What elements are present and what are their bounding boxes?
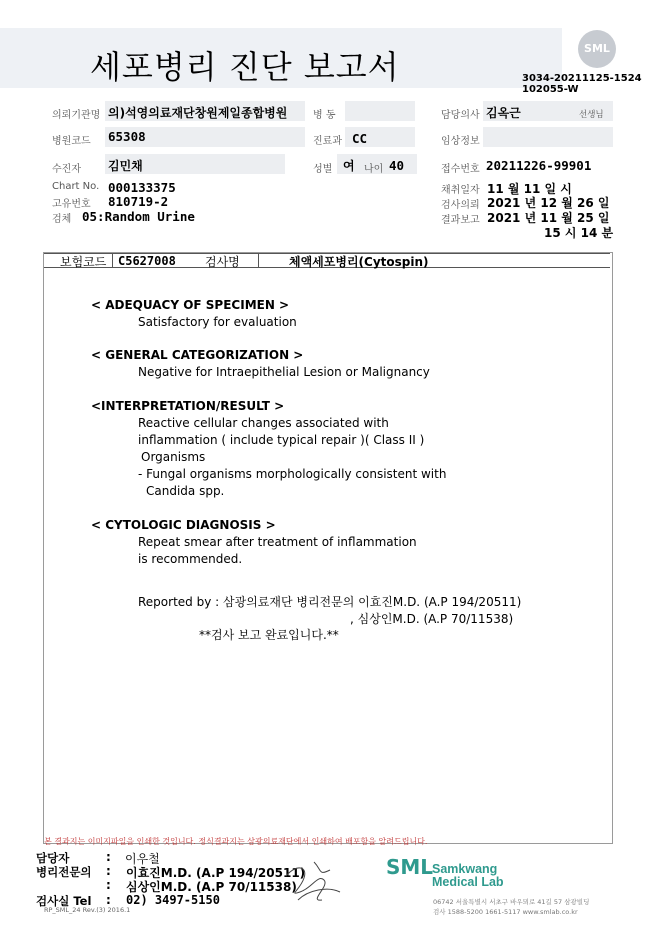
samkwang-logo-icon: SML: [386, 855, 434, 879]
collect-label: 채취일자: [441, 185, 480, 196]
pathologist-value: 이효진M.D. (A.P 194/20511): [126, 866, 306, 880]
chart-label: Chart No.: [52, 181, 100, 192]
header-divider: [112, 253, 113, 268]
pathologist-value: 심상인M.D. (A.P 70/11538): [126, 880, 297, 894]
colon: :: [106, 864, 111, 878]
print-notice: 본 결과지는 이미지파일을 인쇄한 것입니다. 정식결과지는 삼광의료재단에서 인쇄하여 배포함을 알려드립니다.: [44, 837, 428, 846]
age-label: 나이: [364, 164, 384, 175]
header-divider: [258, 253, 259, 268]
recipient-value: 김민채: [108, 159, 143, 173]
adequacy-title: < ADEQUACY OF SPECIMEN >: [91, 298, 290, 312]
receipt-value: 20211226-99901: [486, 158, 592, 173]
specimen-value: 05:Random Urine: [82, 209, 195, 224]
ward-label: 병 동: [313, 110, 336, 121]
interpretation-line: Candida spp.: [146, 484, 225, 498]
report-value: 2021 년 11 월 25 일: [487, 211, 610, 225]
sex-value: 여: [343, 159, 355, 173]
interpretation-line: Reactive cellular changes associated with: [138, 416, 389, 430]
colon: :: [106, 850, 111, 864]
hospital-code-label: 병원코드: [52, 136, 91, 147]
form-code: RP_SML_24 Rev.(3) 2016.1: [44, 906, 131, 914]
sml-logo-icon: SML: [578, 30, 616, 68]
brand-address: 06742 서울특별시 서초구 바우뫼로 41길 57 삼광빌딩 검사 1588-5200 1661-5117 www.smlab.co.kr: [433, 898, 590, 916]
ward-shade: [345, 101, 415, 121]
brand-name: Samkwang Medical Lab: [432, 862, 504, 889]
unique-value: 810719-2: [108, 194, 169, 209]
exam-code-label: 보험코드: [60, 255, 107, 269]
report-time: 15 시 14 분: [544, 226, 614, 240]
chart-value: 000133375: [108, 180, 176, 195]
adequacy-text: Satisfactory for evaluation: [138, 315, 297, 329]
exam-code-value: C5627008: [118, 254, 176, 268]
manager-label: 담당자: [36, 851, 70, 865]
interpretation-title: <INTERPRETATION/RESULT >: [91, 399, 285, 413]
hospital-code-value: 65308: [108, 129, 146, 144]
report-title: 세포병리 진단 보고서: [90, 48, 400, 86]
dept-label: 진료과: [313, 136, 342, 147]
interpretation-line: Organisms: [141, 450, 206, 464]
diagnosis-line: is recommended.: [138, 552, 243, 566]
exam-name-label: 검사명: [205, 255, 240, 269]
reference-number: 3034-20211125-1524 102055-W: [522, 73, 642, 95]
lab-tel-value: 02) 3497-5150: [126, 893, 220, 907]
institution-label: 의뢰기관명: [52, 110, 101, 121]
reported-by-line: , 심상인M.D. (A.P 70/11538): [350, 612, 514, 626]
reported-by-line: Reported by : 삼광의료재단 병리전문의 이효진M.D. (A.P 194/20511): [138, 595, 522, 609]
request-label: 검사의뢰: [441, 200, 480, 211]
pathologist-label: 병리전문의: [36, 865, 92, 879]
manager-value: 이우철: [125, 852, 160, 866]
interpretation-line: - Fungal organisms morphologically consistent with: [138, 467, 447, 481]
doctor-value: 김옥근: [486, 106, 521, 120]
report-label: 결과보고: [441, 215, 480, 226]
exam-name-value: 체액세포병리(Cytospin): [289, 255, 429, 269]
unique-label: 고유번호: [52, 199, 91, 210]
recipient-label: 수진자: [52, 164, 81, 175]
age-value: 40: [389, 158, 405, 173]
diagnosis-title: < CYTOLOGIC DIAGNOSIS >: [91, 518, 276, 532]
specimen-label: 검체: [52, 214, 72, 225]
doctor-suffix: 선생님: [579, 110, 604, 120]
collect-value: 11 월 11 일 시: [487, 182, 572, 196]
request-value: 2021 년 12 월 26 일: [487, 196, 610, 210]
interpretation-line: inflammation ( include typical repair )( Class II ): [138, 433, 425, 447]
clinical-label: 임상정보: [441, 136, 480, 147]
diagnosis-line: Repeat smear after treatment of inflammation: [138, 535, 417, 549]
clinical-shade: [483, 127, 613, 147]
sex-label: 성별: [313, 164, 333, 175]
general-text: Negative for Intraepithelial Lesion or Malignancy: [138, 365, 430, 379]
signature-icon: [278, 856, 348, 908]
report-complete: **검사 보고 완료입니다.**: [199, 628, 339, 642]
dept-value: CC: [352, 131, 368, 146]
colon: :: [106, 878, 111, 892]
colon: :: [106, 893, 111, 907]
receipt-label: 접수번호: [441, 164, 480, 175]
lab-tel-label: 검사실 Tel: [36, 894, 92, 908]
institution-value: 의)석영의료재단창원제일종합병원: [108, 106, 288, 120]
doctor-label: 담당의사: [441, 110, 480, 121]
general-title: < GENERAL CATEGORIZATION >: [91, 348, 304, 362]
